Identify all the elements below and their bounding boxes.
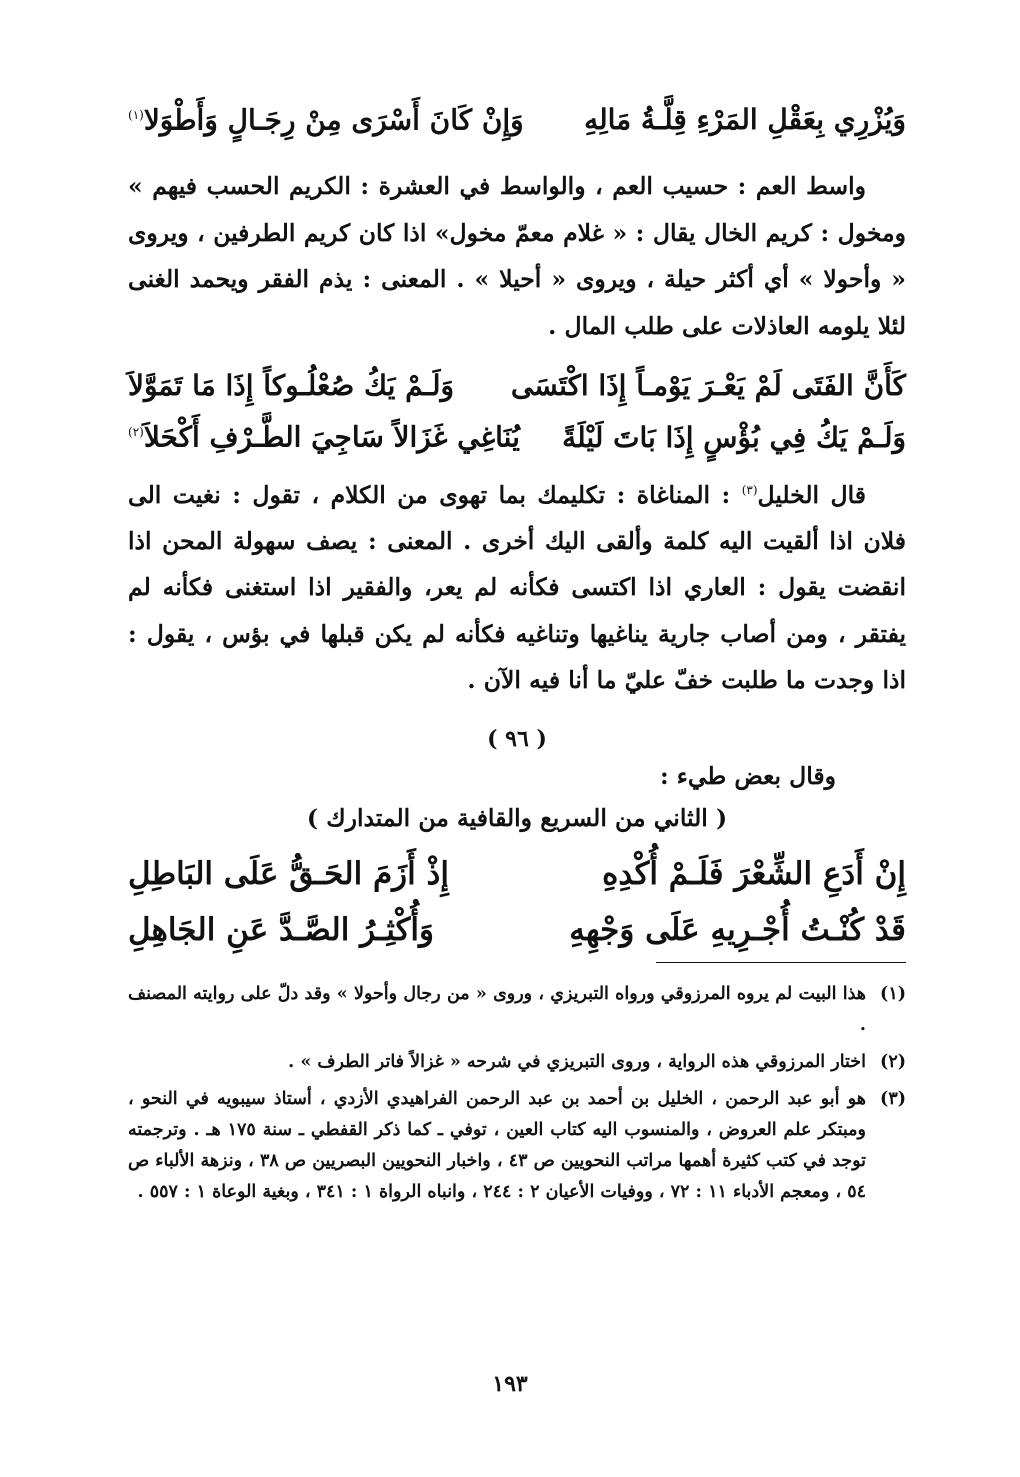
- poem-verse-1-right: إِنْ أَدَعِ الشِّعْرَ فَلَـمْ أُكْدِهِ: [602, 855, 906, 892]
- verse-top-left-text: وَإِنْ كَانَ أَسْرَى مِنْ رِجَـالٍ وَأَطْوَلا: [143, 103, 524, 137]
- poem-verse-2-right: قَدْ كُنْـتُ أُجْـرِيهِ عَلَى وَجْهِهِ: [569, 911, 906, 948]
- footnote-2-text: اختار المرزوقي هذه الرواية ، وروى التبريزي في شرحه « غزالاً فاتر الطرف » .: [288, 1051, 866, 1072]
- verse-middle-2-right: وَلَـمْ يَكُ فِي بُؤْسٍ إِذَا بَاتَ لَيْلَةً: [562, 420, 906, 454]
- commentary-block-2: [128, 467, 906, 704]
- footnote-2: [128, 1047, 906, 1078]
- commentary-block-1: [128, 163, 906, 349]
- page-number: ١٩٣: [492, 1371, 528, 1397]
- commentary-2-lead: قال الخليل: [757, 480, 866, 509]
- verse-middle-2: [128, 409, 906, 460]
- footnote-1-text: هذا البيت لم يروه المرزوقي ورواه التبريزي ، وروى « من رجال وأحولا » وقد دلّ على روايته المصنف .: [128, 983, 866, 1035]
- poem-verse-1-left: إِذْ أَزَمَ الحَـقُّ عَلَى البَاطِلِ: [128, 855, 449, 892]
- footnote-ref-1[interactable]: (١): [128, 108, 144, 122]
- poem-verse-2-left: وَأُكْثِـرُ الصَّـدَّ عَنِ الجَاهِلِ: [128, 911, 434, 948]
- footnote-3-text: هو أبو عبد الرحمن ، الخليل بن أحمد بن عبد الرحمن الفراهيدي الأزدي ، أستاذ سيبويه في النحو ، ومبتكر علم العروض ، والمنسوب اليه كتاب العين ، توفي ـ كما ذكر القفطي ـ سنة ١٧٥ هـ . وترجمته توجد في كتب كثيرة أهمها مراتب النحويين ص ٤٣ ، واخبار النحويين البصريين ص ٣٨ ، ونزهة الألباء ص ٥٤ ، ومعجم الأدباء ١١ : ٧٢ ، ووفيات الأعيان ٢ : ٢٤٤ ، وانباه الرواة ١ : ٣٤١ ، وبغية الوعاة ١ : ٥٥٧ .: [128, 1088, 866, 1202]
- verse-middle-1-right: كَأَنَّ الفَتَى لَمْ يَعْـرَ يَوْمـاً إِذَا اكْتَسَى: [510, 369, 906, 403]
- poem-number: ( ٩٦ ): [487, 725, 547, 752]
- footnote-3: [128, 1084, 906, 1208]
- verse-top-left-hemistich: [128, 92, 524, 143]
- poem-verse-2: [128, 902, 906, 958]
- verse-top: [128, 92, 906, 143]
- footnote-ref-3[interactable]: (٣): [741, 482, 758, 497]
- page-body: [128, 92, 906, 1214]
- footnotes: [128, 979, 906, 1208]
- commentary-paragraph-1: واسط العم : حسيب العم ، والواسط في العشرة : الكريم الحسب فيهم » ومخول : كريم الخال يقال : « غلام معمّ مخول» اذا كان كريم الطرفين ، ويروى « وأحولا » أي أكثر حيلة ، ويروى « أحيلا » . المعنى : يذم الفقر ويحمد الغنى لئلا يلومه العاذلات على طلب المال .: [128, 172, 906, 340]
- poem-meter: ( الثاني من السريع والقافية من المتدارك ): [306, 803, 728, 832]
- verse-middle-2-left-text: يُنَاغِي غَزَالاً سَاجِيَ الطَّـرْفِ أَكْحَلاَ: [143, 420, 520, 454]
- commentary-paragraph-2: [128, 467, 906, 704]
- commentary-2-text: : المناغاة : تكليمك بما تهوى من الكلام ، تقول : نغيت الى فلان اذا ألقيت اليه كلمة وألقى اليك أخرى . المعنى : يصف سهولة المحن اذا انقضت يقول : العاري اذا اكتسى فكأنه لم يعر، والفقير اذا استغنى فكأنه لم يفتقر ، ومن أصاب جارية يناغيها وتناغيه فكأنه لم يكن قبلها في بؤس ، يقول : اذا وجدت ما طلبت خفّ عليّ ما أنا فيه الآن .: [128, 480, 906, 695]
- footnote-3-number: (٣): [880, 1088, 906, 1109]
- verse-middle-2-left: [128, 409, 520, 460]
- footnote-divider: [656, 962, 906, 963]
- poem-verses: [128, 846, 906, 958]
- footnote-2-number: (٢): [880, 1051, 906, 1072]
- footnote-1-number: (١): [880, 983, 906, 1004]
- verse-middle-1-left: وَلَـمْ يَكُ صُعْلُـوكاً إِذَا مَا تَمَوَّلاَ: [128, 369, 455, 403]
- verse-top-right-hemistich: وَيُزْرِي بِعَقْلِ المَرْءِ قِلَّـةُ مَالِهِ: [584, 103, 906, 137]
- footnote-ref-2[interactable]: (٢): [128, 425, 144, 440]
- footnote-1: [128, 979, 906, 1041]
- verse-middle-1: [128, 363, 906, 409]
- poem-verse-1: [128, 846, 906, 902]
- poem-intro: وقال بعض طيء :: [659, 761, 836, 790]
- verses-middle: [128, 363, 906, 460]
